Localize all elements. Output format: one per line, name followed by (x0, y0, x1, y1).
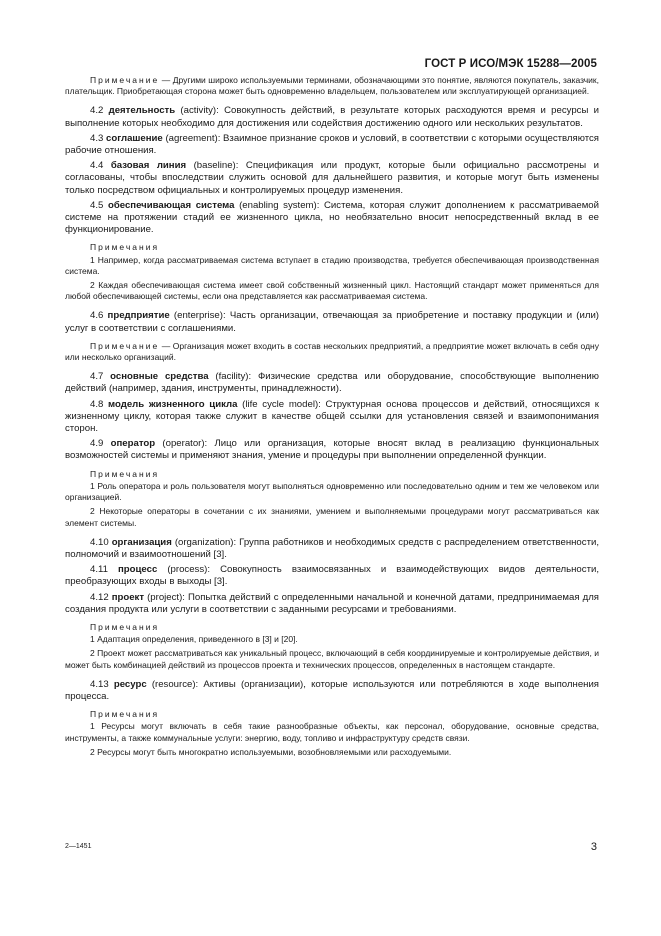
definition-4-6 (65, 310, 599, 334)
note-item: 2 Некоторые операторы в сочетании с их знаниями, умением и выполняемыми процедурами могут рассматриваться как элемент системы. (65, 506, 599, 528)
definition-number: 4.6 (90, 310, 108, 322)
note-intro (65, 75, 599, 97)
definition-term: оператор (110, 438, 156, 450)
definition-text: (agreement): Взаимное признание сроков и условий, в соответствии с которыми осуществляются рабочие отношения. (65, 132, 599, 157)
definition-number: 4.2 (90, 105, 109, 117)
note-single (65, 341, 599, 363)
definition-4-13 (65, 679, 599, 703)
definition-number: 4.4 (90, 160, 111, 172)
definition-4-2 (65, 105, 599, 129)
definition-number: 4.12 (90, 591, 112, 603)
note-item: 1 Например, когда рассматриваемая система вступает в стадию производства, требуется обеспечивающая производственная система. (65, 254, 599, 276)
definition-4-12 (65, 592, 599, 616)
definition-4-9 (65, 438, 599, 462)
definition-4-11 (65, 564, 599, 588)
notes-heading: Примечания (90, 621, 160, 632)
note-item: 1 Ресурсы могут включать в себя такие разнообразные объекты, как персонал, оборудование, основные средства, инструменты, а также коммунальные услуги: энергию, воду, топливо и инфраструктуру средств связи. (65, 721, 599, 743)
page-content (65, 75, 599, 761)
note-item: 2 Ресурсы могут быть многократно используемыми, возобновляемыми или расходуемыми. (90, 746, 452, 757)
print-code: 2—1451 (65, 843, 92, 850)
definition-text: (facility): Физические средства или оборудование, способствующие выполнению действий (например, здания, инструменты, принадлежности). (65, 371, 599, 395)
definition-text: (project): Попытка действий с определенными начальной и конечной датами, предпринимаемая для создания продукта или услуги в соответствии с заданными ресурсами и требованиями. (65, 591, 599, 615)
page-number: 3 (590, 841, 597, 853)
definition-number: 4.10 (90, 536, 112, 548)
definition-term: соглашение (106, 132, 163, 144)
definition-term: процесс (118, 564, 158, 576)
definition-number: 4.7 (90, 371, 111, 383)
definition-text: (baseline): Спецификация или продукт, которые были официально рассмотрены и согласованы, чтобы впоследствии служить основой для дальнейшего развития, и которые могут быть изменены только посредством официальных и контролируемых процедур изменения. (65, 160, 599, 196)
definition-text: (activity): Совокупность действий, в результате которых расходуются время и ресурсы и выполнение которых необходимо для достижения или содействия достижению одного или нескольких результатов. (65, 105, 599, 129)
definition-text: (operator): Лицо или организация, которые вносят вклад в реализацию функциональных возможностей системы и применяют знания, умение и процедуры при выполнении определенной функции. (65, 438, 599, 462)
document-header: ГОСТ Р ИСО/МЭК 15288—2005 (424, 58, 597, 70)
definition-term: деятельность (108, 105, 176, 117)
definition-4-3 (65, 133, 599, 157)
note-item: 2 Проект может рассматриваться как уникальный процесс, включающий в себя координируемые и контролируемые действия, и может быть комбинацией действий из процессов проекта и технических процессов, определенных в настоящем стандарте. (65, 648, 599, 670)
definition-number: 4.11 (90, 564, 119, 576)
definition-term: базовая линия (110, 160, 187, 172)
definition-number: 4.5 (90, 199, 108, 211)
notes-heading: Примечания (90, 242, 160, 253)
definition-number: 4.13 (90, 678, 114, 690)
definition-term: организация (111, 536, 172, 548)
note-item: 1 Роль оператора и роль пользователя могут выполняться одновременно или последовательно одним и тем же человеком или организацией. (65, 480, 599, 503)
definition-number: 4.8 (90, 398, 109, 410)
definition-text: (enterprise): Часть организации, отвечающая за приобретение и поставку продукции и (или) услуг в соответствии с соглашениями. (65, 310, 599, 334)
definition-number: 4.3 (90, 132, 107, 144)
note-text: — Организация может входить в состав нескольких предприятий, а предприятие может включать в себя одну или несколько организаций. (65, 340, 599, 363)
note-item: 2 Каждая обеспечивающая система имеет свой собственный жизненный цикл. Настоящий стандарт может применяться для любой обеспечивающей системы, если она представляется как рассматриваемая система. (65, 280, 599, 302)
note-label: Примечание (90, 340, 160, 351)
notes-heading: Примечания (90, 468, 160, 479)
definition-term: обеспечивающая система (107, 199, 235, 211)
definition-text: (enabling system): Система, которая служит дополнением к рассматриваемой системе на протяжении стадий ее жизненного цикла, но необязательно вносит непосредственный вклад в ее функционирование. (65, 199, 599, 236)
definition-term: ресурс (113, 678, 147, 690)
definition-term: проект (111, 591, 145, 603)
definition-term: модель жизненного цикла (108, 398, 238, 410)
definition-text: (organization): Группа работников и необходимых средств с распределением ответственности, полномочий и взаимоотношений [3]. (65, 536, 599, 560)
definition-term: основные средства (110, 371, 209, 383)
definition-4-5 (65, 200, 599, 237)
definition-4-7 (65, 371, 599, 395)
definition-text: (resource): Активы (организации), которые используются или потребляются в ходе выполнения процесса. (65, 678, 600, 702)
definition-term: предприятие (107, 310, 170, 322)
definition-text: (process): Совокупность взаимосвязанных и взаимодействующих видов деятельности, преобразующих входы в выходы [3]. (65, 564, 599, 588)
definition-number: 4.9 (90, 438, 111, 450)
note-text: — Другими широко используемыми терминами, обозначающими это понятие, являются покупатель, заказчик, плательщик. Приобретающая сторона может быть одновременно владельцем, пользователем или эксплуатирующей организацией. (65, 75, 599, 97)
note-item: 1 Адаптация определения, приведенного в [3] и [20]. (90, 634, 298, 645)
note-label: Примечание (90, 75, 160, 85)
definition-4-8 (65, 399, 599, 436)
definition-4-10 (65, 537, 599, 561)
notes-heading: Примечания (90, 709, 160, 720)
definition-4-4 (65, 160, 599, 197)
definition-text: (life cycle model): Структурная основа процессов и действий, относящихся к жизненному циклу, которая также служит в качестве общей ссылки для установления связей и взаимопонимания сторон. (65, 398, 600, 435)
